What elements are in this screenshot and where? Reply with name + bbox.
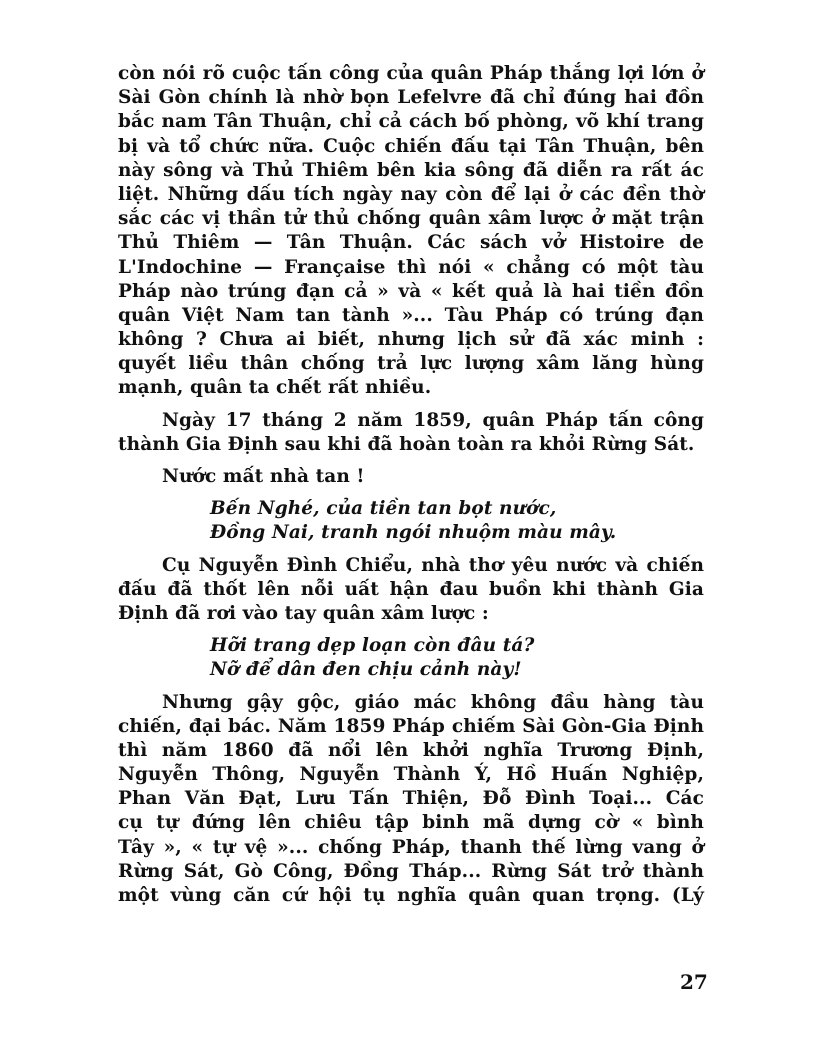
- text-line: liệt. Những dấu tích ngày nay còn để lại ở các đền thờ: [118, 183, 704, 205]
- poem-quote-1: [118, 497, 704, 545]
- text-line: chiến, đại bác. Năm 1859 Pháp chiếm Sài Gòn-Gia Định: [118, 715, 704, 737]
- text-line: quyết liều thân chống trả lực lượng xâm lăng hùng: [118, 353, 704, 375]
- text-line: một vùng căn cứ hội tụ nghĩa quân quan trọng. (Lý: [118, 885, 704, 906]
- text-line: Ngày 17 tháng 2 năm 1859, quân Pháp tấn công: [162, 409, 704, 431]
- poem-quote-2: [118, 634, 704, 682]
- text-line: Nguyễn Thông, Nguyễn Thành Ý, Hồ Huấn Nghiệp,: [118, 764, 704, 786]
- text-line: Thủ Thiêm — Tân Thuận. Các sách vở Histoire de: [118, 232, 704, 254]
- text-line: Nhưng gậy gộc, giáo mác không đầu hàng tàu: [162, 691, 704, 713]
- text-line: bị và tổ chức nữa. Cuộc chiến đấu tại Tân Thuận, bên: [118, 135, 704, 157]
- text-line: cụ tự đứng lên chiêu tập binh mã dựng cờ « bình: [118, 812, 704, 834]
- text-line: đấu đã thốt lên nỗi uất hận đau buồn khi thành Gia: [118, 578, 704, 600]
- text-line: Pháp nào trúng đạn cả » và « kết quả là hai tiền đồn: [118, 280, 704, 302]
- text-line: thì năm 1860 đã nổi lên khởi nghĩa Trương Định,: [118, 739, 704, 761]
- text-line: này sông và Thủ Thiêm bên kia sông đã diễn ra rất ác: [118, 159, 704, 181]
- text-line: Định đã rơi vào tay quân xâm lược :: [118, 602, 489, 624]
- poem-line: Đồng Nai, tranh ngói nhuộm màu mây.: [210, 522, 617, 544]
- text-line: Sài Gòn chính là nhờ bọn Lefelvre đã chỉ đúng hai đồn: [118, 87, 704, 109]
- paragraph-4: [118, 554, 704, 627]
- poem-line: Hỡi trang dẹp loạn còn đâu tá?: [210, 635, 535, 657]
- paragraph-5: [118, 691, 704, 909]
- text-line: Nước mất nhà tan !: [162, 466, 365, 487]
- text-line: còn nói rõ cuộc tấn công của quân Pháp thắng lợi lớn ở: [118, 63, 704, 84]
- text-line: không ? Chưa ai biết, nhưng lịch sử đã xác minh :: [118, 329, 704, 351]
- book-page-text: [118, 62, 704, 908]
- paragraph-3: [118, 465, 704, 489]
- text-line: bắc nam Tân Thuận, chỉ cả cách bố phòng, võ khí trang: [118, 111, 704, 133]
- text-line: Rừng Sát, Gò Công, Đồng Tháp... Rừng Sát trở thành: [118, 860, 704, 882]
- paragraph-1: [118, 62, 704, 401]
- text-line: L'Indochine — Française thì nói « chẳng có một tàu: [118, 256, 704, 278]
- text-line: quân Việt Nam tan tành »... Tàu Pháp có trúng đạn: [118, 304, 704, 326]
- paragraph-2: [118, 409, 704, 457]
- poem-line: Bến Nghé, của tiền tan bọt nước,: [210, 498, 557, 520]
- text-line: Phan Văn Đạt, Lưu Tấn Thiện, Đỗ Đình Toại... Các: [118, 788, 704, 810]
- text-line: sắc các vị thần tử thủ chống quân xâm lược ở mặt trận: [118, 208, 704, 230]
- page-number: 27: [680, 970, 708, 994]
- poem-line: Nỡ để dân đen chịu cảnh này!: [210, 659, 522, 681]
- text-line: thành Gia Định sau khi đã hoàn toàn ra khỏi Rừng Sát.: [118, 433, 695, 455]
- text-line: mạnh, quân ta chết rất nhiều.: [118, 377, 432, 399]
- text-line: Tây », « tự vệ »... chống Pháp, thanh thế lừng vang ở: [118, 836, 704, 858]
- text-line: Cụ Nguyễn Đình Chiểu, nhà thơ yêu nước và chiến: [162, 554, 704, 576]
